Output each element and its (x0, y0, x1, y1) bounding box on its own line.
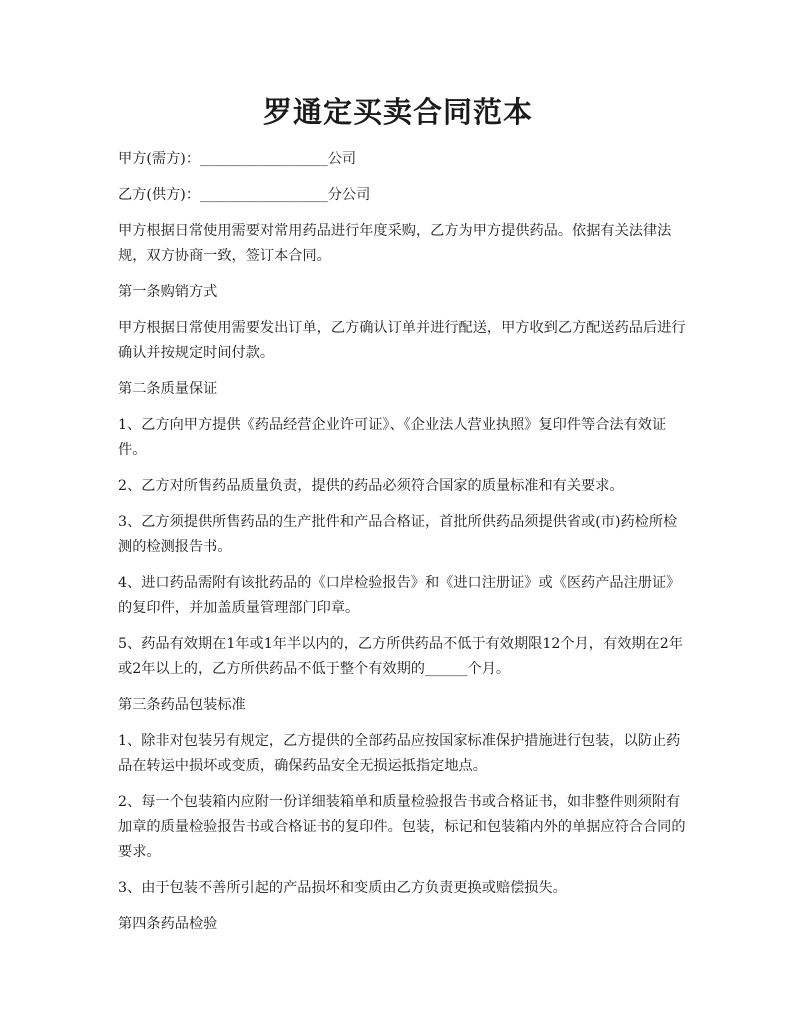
party-a-line: 甲方(需方)：__________________公司 (118, 151, 357, 167)
article-2-item-4: 4、进口药品需附有该批药品的《口岸检验报告》和《进口注册证》或《医药产品注册证》的复印件，并加盖质量管理部门印章。 (118, 575, 681, 616)
article-2-item-2: 2、乙方对所售药品质量负责，提供的药品必须符合国家的质量标准和有关要求。 (118, 478, 624, 494)
party-b-line: 乙方(供方)：__________________分公司 (118, 187, 371, 203)
article-3-heading: 第三条药品包装标准 (118, 697, 246, 713)
article-2-item-5: 5、药品有效期在1年或1年半以内的，乙方所供药品不低于有效期限12个月，有效期在2年或2年以上的，乙方所供药品不低于整个有效期的______个月。 (118, 636, 683, 677)
article-2-item-3: 3、乙方须提供所售药品的生产批件和产品合格证，首批所供药品须提供省或(市)药检所检测的检测报告书。 (118, 514, 678, 555)
document-title: 罗通定买卖合同范本 (262, 95, 533, 129)
article-4-heading: 第四条药品检验 (118, 916, 218, 932)
article-3-item-1: 1、除非对包装另有规定，乙方提供的全部药品应按国家标准保护措施进行包装，以防止药品在转运中损坏或变质，确保药品安全无损运抵指定地点。 (118, 733, 681, 774)
article-2-item-1: 1、乙方向甲方提供《药品经营企业许可证》、《企业法人营业执照》复印件等合法有效证件。 (118, 417, 667, 458)
article-3-item-2: 2、每一个包装箱内应附一份详细装箱单和质量检验报告书或合格证书，如非整件则须附有加章的质量检验报告书或合格证书的复印件。包装，标记和包装箱内外的单据应符合合同的要求。 (118, 794, 686, 860)
article-2-heading: 第二条质量保证 (118, 381, 218, 397)
article-1-paragraph: 甲方根据日常使用需要发出订单，乙方确认订单并进行配送，甲方收到乙方配送药品后进行确认并按规定时间付款。 (118, 320, 686, 361)
document-body (118, 147, 688, 948)
article-3-item-3: 3、由于包装不善所引起的产品损坏和变质由乙方负责更换或赔偿损失。 (118, 880, 567, 896)
preamble-paragraph: 甲方根据日常使用需要对常用药品进行年度采购，乙方为甲方提供药品。依据有关法律法规，双方协商一致，签订本合同。 (118, 223, 672, 264)
article-1-heading: 第一条购销方式 (118, 284, 218, 300)
